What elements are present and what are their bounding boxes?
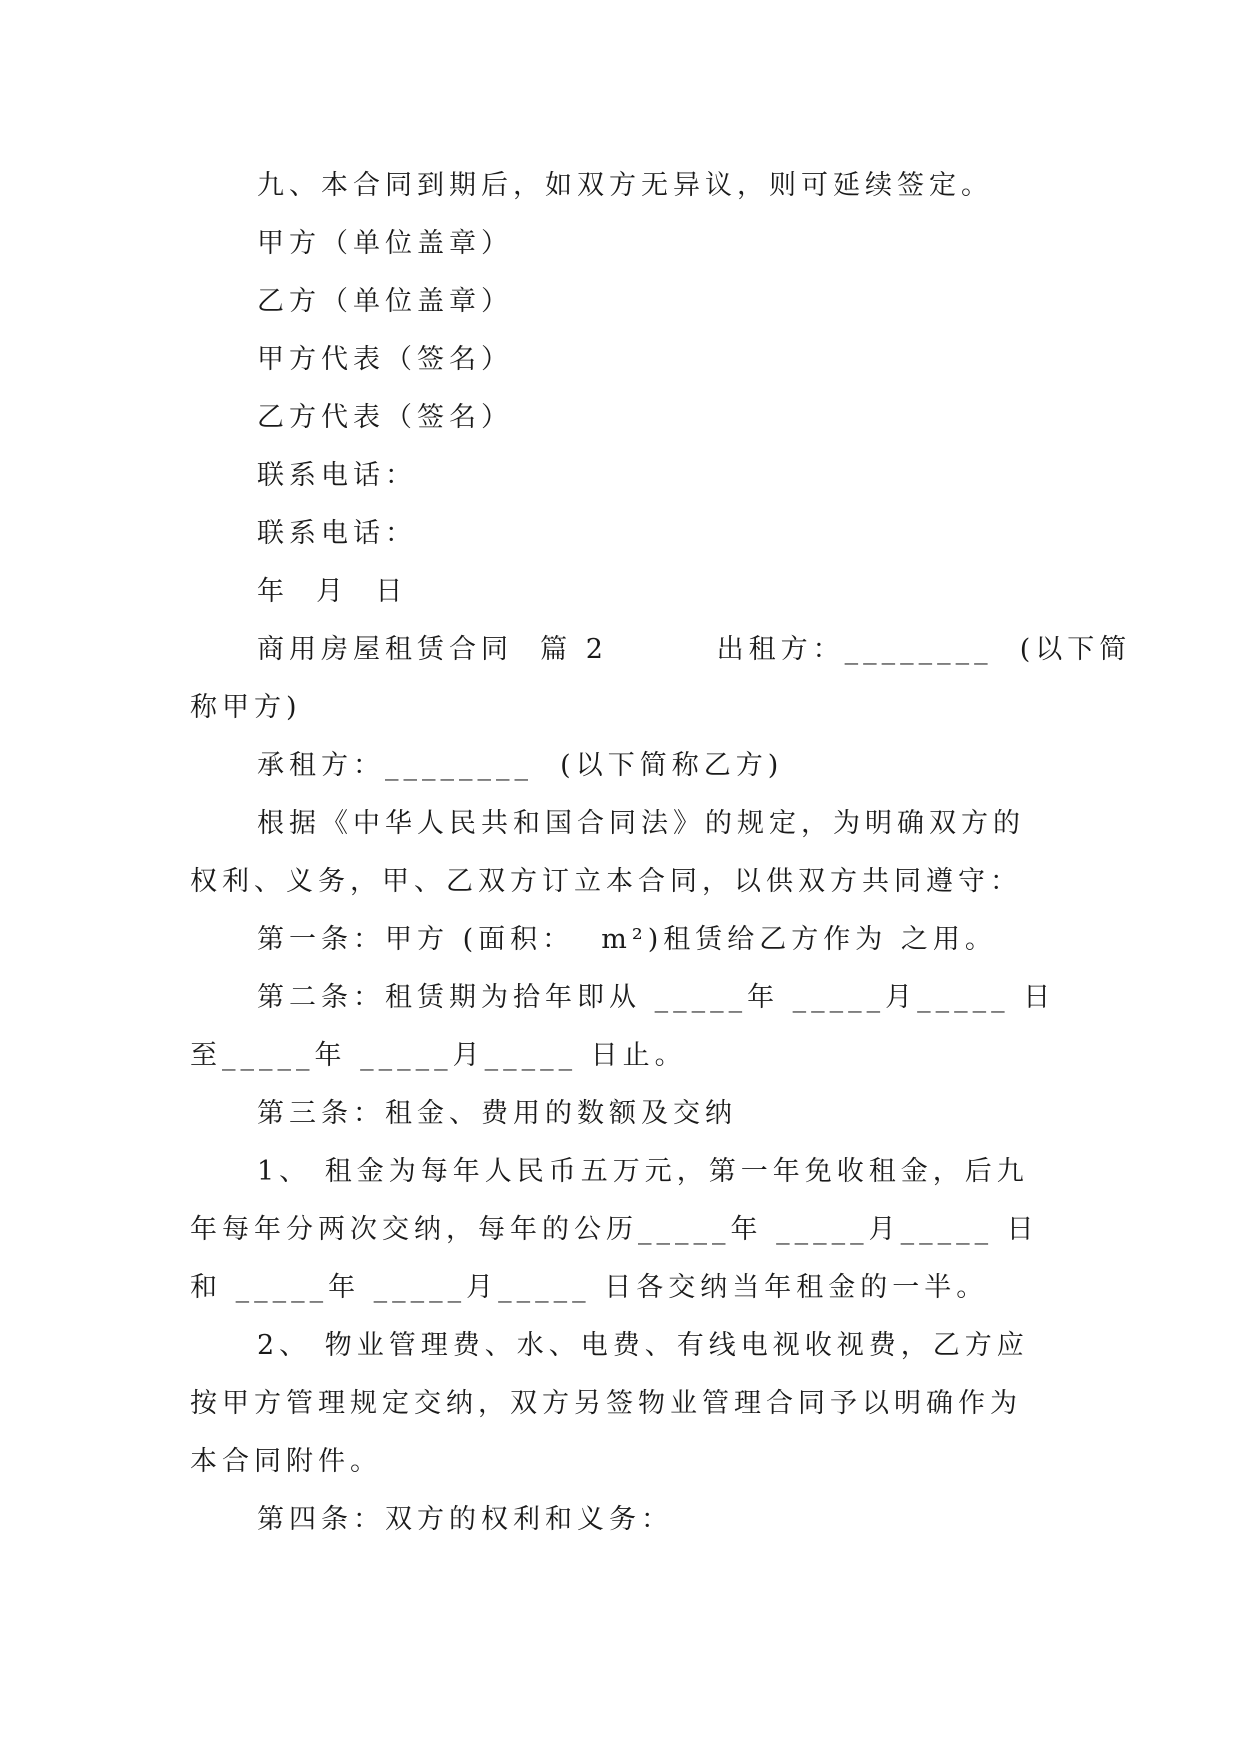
party-a-seal: 甲方（单位盖章）	[257, 228, 513, 259]
fees-item-line-2: 按甲方管理规定交纳，双方另签物业管理合同予以明确作为	[190, 1388, 1022, 1419]
party-b-representative: 乙方代表（签名）	[257, 402, 513, 433]
article-two-line-1: 第二条：租赁期为拾年即从 _____年 _____月_____ 日	[257, 982, 1056, 1013]
party-b-seal: 乙方（单位盖章）	[257, 286, 513, 317]
rent-item-line-3: 和 _____年 _____月_____ 日各交纳当年租金的一半。	[190, 1272, 989, 1303]
party-a-representative: 甲方代表（签名）	[257, 344, 513, 375]
date-line: 年 月 日	[257, 576, 408, 607]
article-three-heading: 第三条：租金、费用的数额及交纳	[257, 1098, 737, 1129]
article-four-heading: 第四条：双方的权利和义务：	[257, 1504, 673, 1535]
preamble-line-2: 权利、义务，甲、乙双方订立本合同，以供双方共同遵守：	[190, 866, 1022, 897]
lessor-continuation: 称甲方)	[190, 692, 302, 723]
fees-item-line-3: 本合同附件。	[190, 1446, 382, 1477]
preamble-line-1: 根据《中华人民共和国合同法》的规定，为明确双方的	[257, 808, 1025, 839]
rent-item-line-1: 1、 租金为每年人民币五万元，第一年免收租金，后九	[257, 1156, 1029, 1187]
contact-phone-b: 联系电话：	[257, 518, 417, 549]
article-two-line-2: 至_____年 _____月_____ 日止。	[190, 1040, 687, 1071]
lessee-line: 承租方：________ (以下简称乙方)	[257, 750, 784, 781]
fees-item-line-1: 2、 物业管理费、水、电费、有线电视收视费，乙方应	[257, 1330, 1029, 1361]
contact-phone-a: 联系电话：	[257, 460, 417, 491]
rent-item-line-2: 年每年分两次交纳，每年的公历_____年 _____月_____ 日	[190, 1214, 1039, 1245]
contract-title-lessor: 商用房屋租赁合同 篇 2 出租方：________ (以下简	[257, 634, 1132, 665]
article-one: 第一条：甲方 (面积： m²)租赁给乙方作为 之用。	[257, 924, 997, 955]
clause-nine: 九、本合同到期后，如双方无异议，则可延续签定。	[257, 170, 993, 201]
